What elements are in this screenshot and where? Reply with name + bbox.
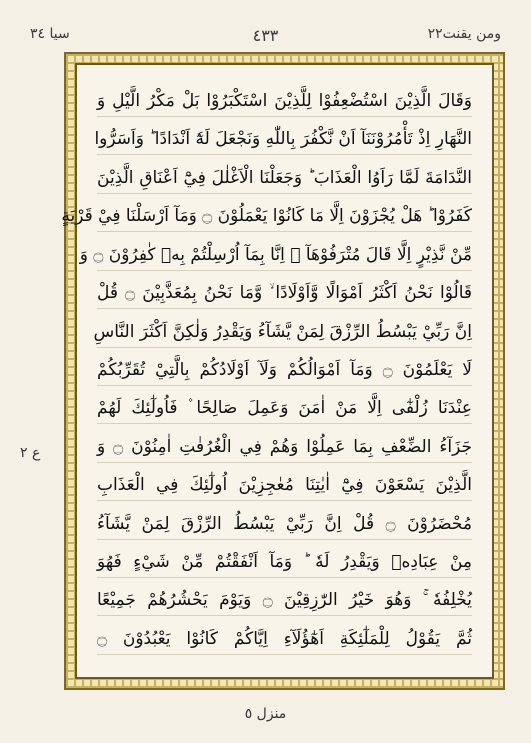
page-header xyxy=(30,26,501,48)
text-panel xyxy=(61,63,494,679)
text-line: عِنْدَنَا زُلْفٰٓى اِلَّا مَنْ اٰمَنَ وَعَمِلَ صَالِحًا ۫ فَاُولٰٓئِكَ لَهُمْ xyxy=(97,396,472,424)
text-line: النَّدَامَةَ لَمَّا رَاَوُا الْعَذَابَ ؕ وَجَعَلْنَا الْاَغْلٰلَ فِيْٓ اَعْنَاقِ الَّذِيْنَ xyxy=(97,166,472,194)
juz-label: سیا ٣٤ xyxy=(30,26,70,42)
decorative-border-frame xyxy=(61,52,505,690)
ruku-marker: ع ٢ xyxy=(20,445,41,461)
text-line: ثُمَّ يَقُوْلُ لِلْمَلٰٓئِكَةِ اَهٰٓؤُلَآءِ اِيَّاكُمْ كَانُوْا يَعْبُدُوْنَ ۝ xyxy=(97,627,472,655)
text-line: مُحْضَرُوْنَ ۝ قُلْ اِنَّ رَبِّيْ يَبْسُطُ الرِّزْقَ لِمَنْ يَّشَآءُ xyxy=(97,512,472,540)
text-line: مِّنْ نَّذِيْرٍ اِلَّا قَالَ مُتْرَفُوْهَآ ۙ اِنَّا بِمَآ اُرْسِلْتُمْ بِهٖ كٰفِرُوْنَ ۝ وَ xyxy=(97,243,472,271)
text-line: يُخْلِفُهٗ ۚ وَهُوَ خَيْرُ الرّٰزِقِيْنَ ۝ وَيَوْمَ يَحْشُرُهُمْ جَمِيْعًا xyxy=(97,588,472,616)
text-line: جَزَآءُ الضِّعْفِ بِمَا عَمِلُوْا وَهُمْ فِي الْغُرُفٰتِ اٰمِنُوْنَ ۝ وَ xyxy=(97,435,472,463)
text-line: كَفَرُوْا ؕ هَلْ يُجْزَوْنَ اِلَّا مَا كَانُوْا يَعْمَلُوْنَ ۝ وَمَآ اَرْسَلْنَا فِيْ قَرْيَةٍ xyxy=(97,204,472,232)
text-line: النَّهَارِ اِذْ تَأْمُرُوْنَنَآ اَنْ نَّكْفُرَ بِاللّٰهِ وَنَجْعَلَ لَهٗٓ اَنْدَادًا ؕ وَاَسَرُّوا xyxy=(97,127,472,155)
text-line: اِنَّ رَبِّيْ يَبْسُطُ الرِّزْقَ لِمَنْ يَّشَآءُ وَيَقْدِرُ وَلٰكِنَّ اَكْثَرَ النَّاسِ xyxy=(97,320,472,348)
page-footer: منزل ٥ xyxy=(244,706,287,722)
text-line: مِنْ عِبَادِهٖ وَيَقْدِرُ لَهٗ ؕ وَمَآ اَنْفَقْتُمْ مِّنْ شَيْءٍ فَهُوَ xyxy=(97,550,472,578)
text-line: لَا يَعْلَمُوْنَ ۝ وَمَآ اَمْوَالُكُمْ وَلَآ اَوْلَادُكُمْ بِالَّتِيْ تُقَرِّبُكُمْ xyxy=(97,358,472,386)
text-line: وَقَالَ الَّذِيْنَ اسْتُضْعِفُوْا لِلَّذِيْنَ اسْتَكْبَرُوْا بَلْ مَكْرُ الَّيْلِ وَ xyxy=(97,89,472,117)
text-line: الَّذِيْنَ يَسْعَوْنَ فِيْٓ اٰيٰتِنَا مُعٰجِزِيْنَ اُولٰٓئِكَ فِي الْعَذَابِ xyxy=(97,473,472,501)
text-line: قَالُوْا نَحْنُ اَكْثَرُ اَمْوَالًا وَّاَوْلَادًا ۙ وَّمَا نَحْنُ بِمُعَذَّبِيْنَ ۝ قُلْ xyxy=(97,281,472,309)
part-title: ومن يقنت٢٢ xyxy=(427,26,501,42)
page-number: ٤٣٣ xyxy=(252,26,279,45)
